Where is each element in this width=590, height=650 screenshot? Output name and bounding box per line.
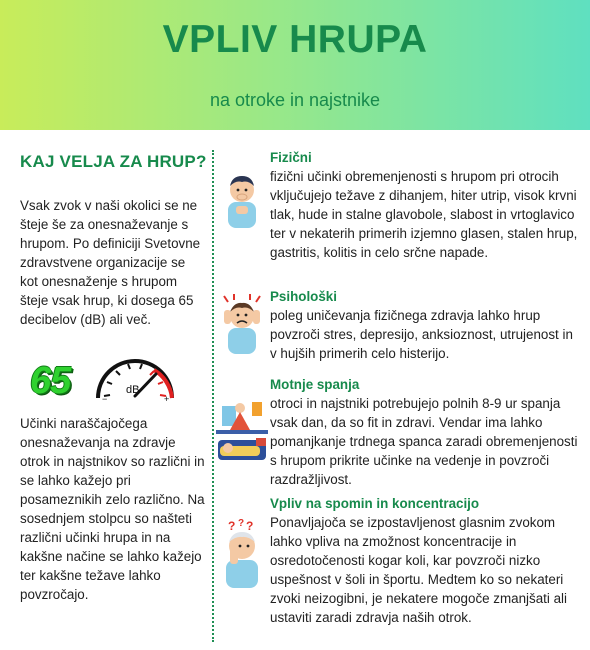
section-body: poleg uničevanja fizičnega zdravja lahko hrup povzroči stres, depresijo, anksioznost, utrujenost in v hujših primerih celo histerijo.	[270, 308, 573, 361]
column-divider	[212, 150, 214, 642]
svg-text:?: ?	[238, 518, 245, 529]
intro-paragraph: Vsak zvok v naši okolici se ne šteje še za onesnaževanje s hrupom. Po definiciji Svetovne zdravstvene organizacije se kot onesnaženje s hrupom šteje vsak hrup, ki dosega 65 decibelov (dB) ali več.	[20, 198, 201, 327]
svg-text:?: ?	[228, 519, 236, 533]
section-psychological	[270, 289, 580, 363]
sleeping-child-icon	[216, 396, 268, 466]
section-body: otroci in najstniki potrebujejo polnih 8-9 ur spanja vsak dan, da so fit in zdravi. Vendar ima lahko pomanjkanje trdnega spanca zaradi obremenjenosti s hrupom prikrite učinke na vedenje in povzroči razdražljivost.	[270, 396, 578, 487]
gauge-minus: −	[102, 394, 108, 402]
gauge-unit: dB	[126, 384, 140, 396]
page-title: VPLIV HRUPA	[162, 18, 428, 61]
section-title: Motnje spanja	[270, 377, 360, 392]
effects-paragraph: Učinki naraščajočega onesnaževanja na zdravje otrok in najstnikov so različni in se lahko kažejo pri posameznikih zelo različno. Na sosednjem stolpcu so našteti različni učinki hrupa in na kakšne načine se lahko kažejo ter kakšne težave lahko povzročajo.	[20, 416, 205, 602]
section-sleep	[270, 377, 580, 489]
page-subtitle: na otroke in najstnike	[209, 90, 381, 110]
section-title: Psihološki	[270, 289, 337, 304]
section-physical	[270, 150, 580, 262]
svg-text:?: ?	[246, 519, 254, 533]
section-body: fizični učinki obremenjenosti s hrupom pri otrocih vključujejo težave z dihanjem, hiter utrip, visok krvni tlak, hude in stalne glavobole, slabost in vrtoglavico ter v nekaterih primerih izjemno glasen, stalen hrup, gastritis, kolitis in celo srčne napade.	[270, 169, 578, 260]
section-title: Vpliv na spomin in koncentracijo	[270, 496, 480, 511]
gauge-plus: +	[164, 394, 170, 402]
confused-person-icon	[220, 518, 264, 588]
section-memory	[270, 496, 580, 627]
left-heading: KAJ VELJA ZA HRUP?	[20, 152, 207, 171]
section-body: Ponavljajoča se izpostavljenost glasnim zvokom lahko vpliva na zmožnost koncentracije in osredotočenosti kogar koli, kar povzroči nizko uspešnost v šoli in športu. Medtem ko so nekateri zvoki neizogibni, je nekatere mogoče zmanjšati ali ustaviti zaradi zdravja naših otrok.	[270, 515, 567, 625]
coughing-child-icon	[220, 170, 264, 230]
header-banner	[0, 0, 590, 130]
decibel-value: 65	[30, 360, 71, 402]
stressed-child-icon	[220, 292, 264, 356]
section-title: Fizični	[270, 150, 312, 165]
decibel-gauge-icon	[92, 350, 178, 402]
